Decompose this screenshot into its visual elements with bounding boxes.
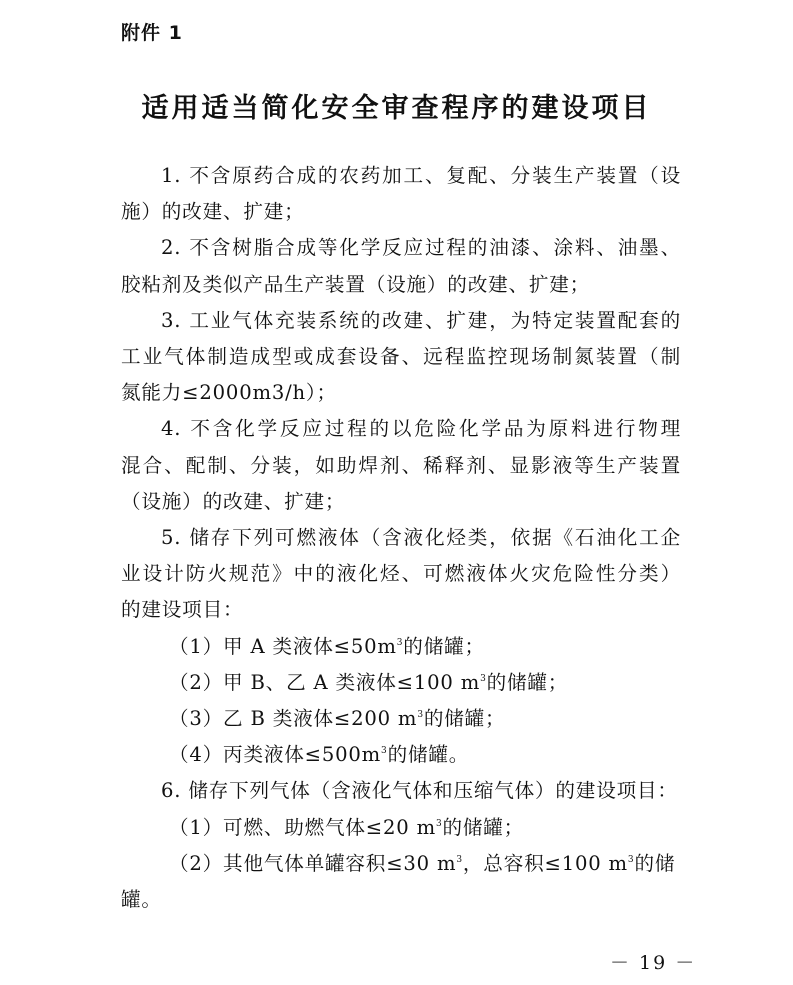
- item-5-sub-1-tail: 的储罐；: [403, 634, 485, 658]
- item-6-sub-2-tail: 的储: [634, 851, 676, 875]
- page-number: － 19 －: [610, 952, 697, 974]
- item-3-line-1: 3. 工业气体充装系统的改建、扩建，为特定装置配套的: [161, 308, 681, 332]
- item-3-line-2: 工业气体制造成型或成套设备、远程监控现场制氮装置（制: [121, 345, 681, 369]
- item-2-line-1: 2. 不含树脂合成等化学反应过程的油漆、涂料、油墨、: [161, 236, 681, 260]
- superscript-3: 3: [627, 854, 635, 865]
- item-5-sub-3: [121, 701, 681, 737]
- superscript-3: 3: [456, 854, 463, 865]
- attachment-label: 附件 1: [121, 22, 183, 44]
- item-5-sub-1-text: （1）甲 A 类液体≤50m: [169, 634, 397, 658]
- superscript-3: 3: [480, 673, 487, 684]
- item-5-sub-2: [121, 665, 681, 701]
- item-5-sub-3-text: （3）乙 B 类液体≤200 m: [169, 707, 418, 731]
- item-6-sub-1: [121, 810, 681, 846]
- item-5-sub-2-tail: 的储罐；: [486, 670, 569, 694]
- item-4-line-2: 混合、配制、分装，如助焊剂、稀释剂、显影液等生产装置: [121, 453, 681, 477]
- item-4-line-1: 4. 不含化学反应过程的以危险化学品为原料进行物理: [161, 417, 681, 441]
- superscript-3: 3: [417, 710, 424, 721]
- item-5-sub-3-tail: 的储罐；: [423, 707, 506, 731]
- item-5-sub-4-text: （4）丙类液体≤500m: [169, 743, 382, 767]
- item-1-line-2: 施）的改建、扩建；: [121, 200, 305, 224]
- item-2-line-2: 胶粘剂及类似产品生产装置（设施）的改建、扩建；: [121, 272, 591, 296]
- item-5-sub-4-tail: 的储罐。: [387, 743, 470, 767]
- superscript-3: 3: [381, 746, 388, 757]
- document-body: [121, 158, 681, 918]
- item-6-sub-2-line-2: 罐。: [121, 888, 162, 912]
- document-title: 适用适当简化安全审查程序的建设项目: [141, 93, 652, 124]
- item-1-line-1: 1. 不含原药合成的农药加工、复配、分装生产装置（设: [161, 164, 681, 187]
- item-5-line-3: 的建设项目：: [121, 598, 244, 622]
- item-5-line-2: 业设计防火规范》中的液化烃、可燃液体火灾危险性分类）: [121, 562, 681, 586]
- item-5-sub-2-text: （2）甲 B、乙 A 类液体≤100 m: [169, 670, 481, 694]
- item-6-sub-1-text: （1）可燃、助燃气体≤20 m: [169, 815, 436, 839]
- item-6-sub-2-mid: ，总容积≤100 m: [462, 851, 628, 875]
- item-4-line-3: （设施）的改建、扩建；: [121, 489, 346, 513]
- superscript-3: 3: [396, 637, 404, 648]
- item-6-sub-2: [121, 846, 681, 882]
- item-6-sub-2-text: （2）其他气体单罐容积≤30 m: [169, 851, 457, 875]
- item-5-sub-1: [121, 629, 681, 665]
- item-5-sub-4: [121, 737, 681, 773]
- item-6-line-1: 6. 储存下列气体（含液化气体和压缩气体）的建设项目：: [161, 779, 678, 803]
- item-3-line-3: 氮能力≤2000m3/h）；: [121, 381, 337, 405]
- item-5-line-1: 5. 储存下列可燃液体（含液化烃类，依据《石油化工企: [161, 526, 681, 550]
- superscript-3: 3: [435, 818, 443, 829]
- item-6-sub-1-tail: 的储罐；: [442, 815, 525, 839]
